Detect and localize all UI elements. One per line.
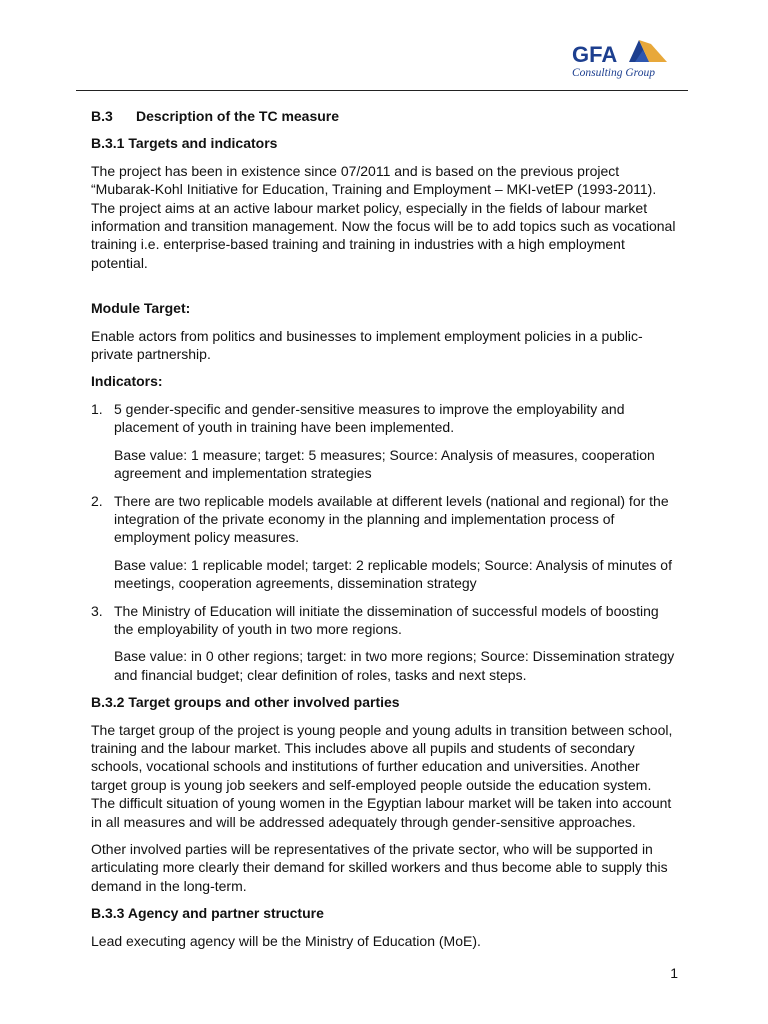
indicators-label: Indicators: [91, 373, 163, 390]
subsection-heading-target-groups: B.3.2 Target groups and other involved parties [91, 694, 400, 711]
indicator-base-value: Base value: in 0 other regions; target: in two more regions; Source: Dissemination strategy and financial budget; clear definition of roles, tasks and next steps. [114, 648, 675, 683]
document-body [91, 107, 676, 959]
indicator-text: 5 gender-specific and gender-sensitive measures to improve the employability and placement of youth in training have been implemented. [114, 400, 625, 436]
intro-paragraph: The project has been in existence since 07/2011 and is based on the previous project “Mubarak-Kohl Initiative for Education, Training and Employment – MKI-vetEP (1993-2011). The project aims at an active labour market policy, especially in the fields of labour market information and transition management. Now the focus will be to add topics such as vocational training i.e. enterprise-based training and training in industries with a high employment potential. [91, 162, 676, 271]
logo-wordmark: GFA [572, 42, 618, 67]
indicator-number: 1. [91, 400, 103, 417]
indicator-base-value: Base value: 1 measure; target: 5 measures; Source: Analysis of measures, cooperation agreement and implementation strategies [114, 446, 655, 482]
spacer [91, 281, 676, 299]
list-item [91, 602, 676, 685]
indicator-base-value: Base value: 1 replicable model; target: 2 replicable models; Source: Analysis of minutes of meetings, cooperation agreements, dissemination strategy [114, 556, 672, 592]
section-heading [91, 107, 676, 125]
module-target-label: Module Target: [91, 300, 191, 317]
list-item [91, 492, 676, 593]
page-number: 1 [670, 965, 678, 981]
section-title: Description of the TC measure [136, 108, 340, 124]
logo-triangle-icon [629, 40, 667, 66]
target-groups-paragraph: The target group of the project is young people and young adults in transition between school, training and the labour market. This includes above all pupils and students of secondary schools, vocational schools and institutions of further education and universities. Another target group is young job seekers and self-employed people outside the education system. The difficult situation of young women in the Egyptian labour market will be taken into account in all measures and will be addressed adequately through gender-sensitive approaches. [91, 721, 673, 830]
header-divider [76, 90, 688, 91]
agency-paragraph: Lead executing agency will be the Ministry of Education (MoE). [91, 932, 481, 949]
module-target-text: Enable actors from politics and businesses to implement employment policies in a public-private partnership. [91, 327, 643, 363]
gfa-logo [572, 38, 668, 82]
indicator-text: The Ministry of Education will initiate the dissemination of successful models of boosting the employability of youth in two more regions. [114, 602, 659, 637]
involved-parties-paragraph: Other involved parties will be representatives of the private sector, who will be supported in articulating more clearly their demand for skilled workers and thus become able to supply this demand in the long-term. [91, 841, 668, 894]
section-number: B.3 [91, 108, 113, 124]
indicator-number: 2. [91, 492, 103, 509]
subsection-heading-targets: B.3.1 Targets and indicators [91, 135, 278, 152]
indicator-text: There are two replicable models available at different levels (national and regional) for the integration of the private economy in the planning and implementation process of employment policy measures. [114, 492, 669, 546]
subsection-heading-agency: B.3.3 Agency and partner structure [91, 905, 324, 922]
logo-subtitle: Consulting Group [572, 67, 655, 79]
list-item [91, 400, 676, 483]
indicator-list [91, 400, 676, 684]
indicator-number: 3. [91, 602, 103, 619]
